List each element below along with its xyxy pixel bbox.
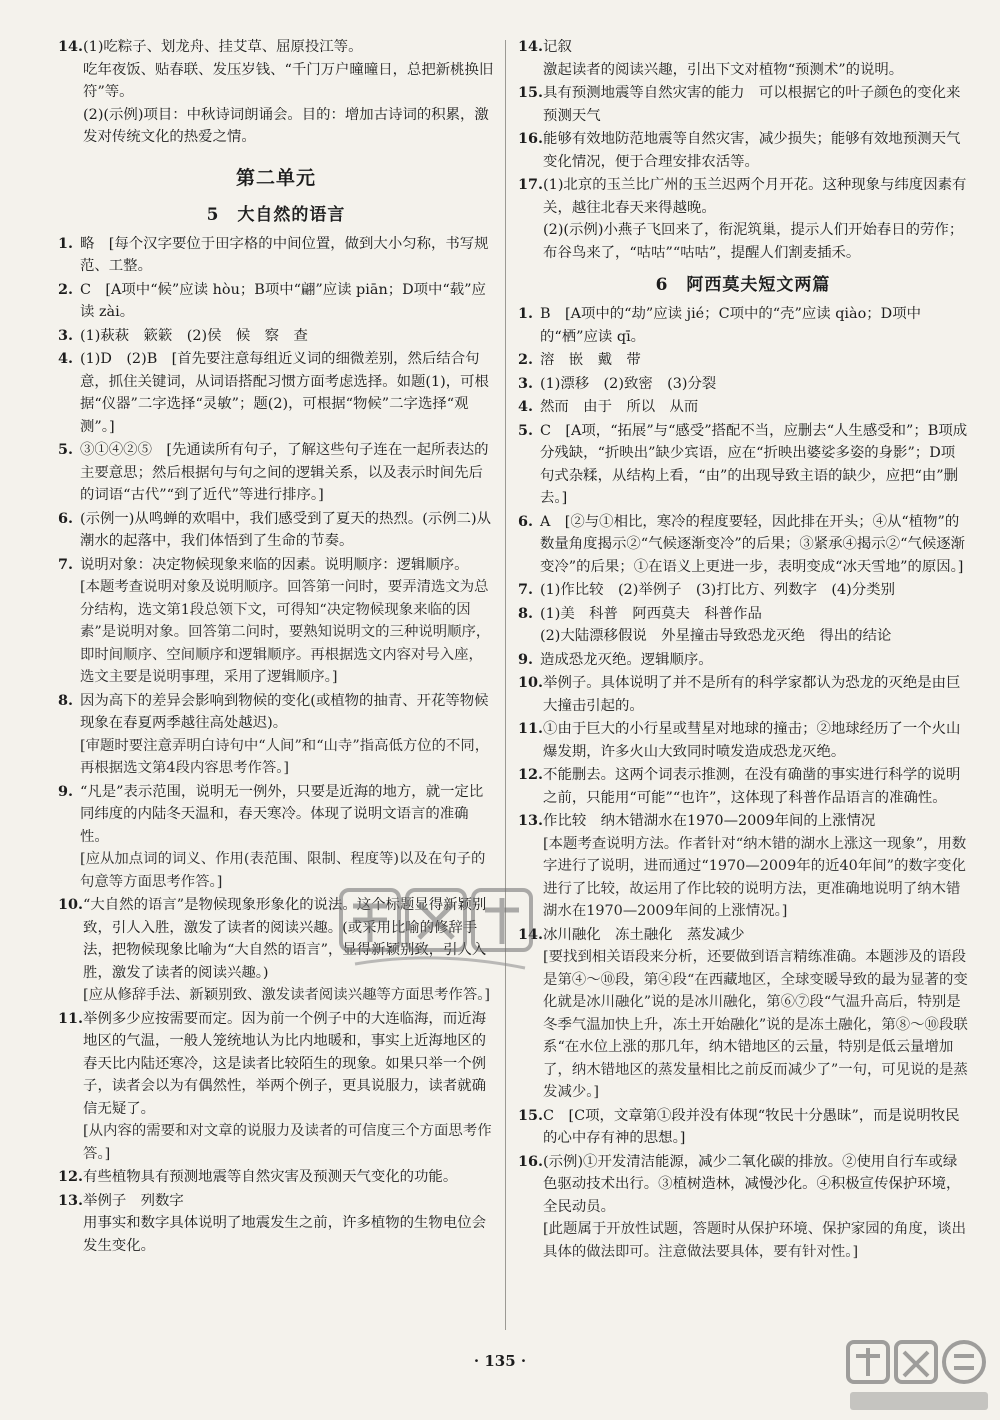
answer-text: 作比较 纳木错湖水在1970—2009年间的上涨情况	[543, 813, 876, 829]
left-intro-list	[58, 36, 494, 149]
answer-number: 14.	[518, 925, 544, 943]
answer-text: (示例一)从鸣蝉的欢唱中，我们感受到了夏天的热烈。(示例二)从潮水的起落中，我们体悟到了生命的节奏。	[80, 510, 492, 549]
answer-text: B [A项中的“劫”应读 jié；C项中的“壳”应读 qiào；D项中的“栖”应读 qī。	[540, 306, 921, 345]
answer-body	[540, 649, 968, 672]
answer-number: 7.	[58, 555, 74, 573]
answer-number: 15.	[518, 1106, 544, 1124]
lesson-title-5: 5 大自然的语言	[206, 204, 346, 225]
answer-body	[543, 128, 968, 173]
answer-body	[80, 508, 494, 553]
answer-number: 17.	[518, 176, 544, 193]
answer-item	[58, 1190, 494, 1258]
answer-number: 1.	[518, 305, 534, 322]
answer-item	[518, 373, 968, 396]
answer-body	[83, 1008, 494, 1166]
left-column	[58, 36, 494, 1258]
answer-item	[518, 649, 968, 672]
answer-item	[518, 128, 968, 173]
answer-number: 14.	[518, 38, 544, 55]
answer-text: (1)吃粽子、划龙舟、挂艾草、屈原投江等。	[83, 39, 363, 55]
answer-text: 记叙	[543, 39, 572, 55]
answer-text: A [②与①相比，寒冷的程度要轻，因此排在开头；④从“植物”的数量角度揭示②“气候逐渐变冷”的后果；③紧承④揭示②“气候逐渐变冷”的后果；①在语义上更进一步，表明变成“冰天雪地”的原因。]	[540, 513, 966, 575]
answer-text: (1)作比较 (2)举例子 (3)打比方、列数字 (4)分类别	[540, 582, 895, 598]
answer-text: 激起读者的阅读兴趣，引出下文对植物“预测术”的说明。	[543, 61, 904, 78]
answer-item	[58, 554, 494, 689]
answer-text: (2)(示例)项目：中秋诗词朗诵会。目的：增加古诗词的积累，激发对传统文化的热爱之情。	[83, 106, 489, 145]
answer-text: (示例)①开发清洁能源，减少二氧化碳的排放。②使用自行车或绿色驱动技术出行。③植树造林，减慢沙化。④积极宣传保护环境，全民动员。	[543, 1153, 961, 1215]
answer-item	[58, 1008, 494, 1166]
answer-body	[540, 511, 968, 579]
answer-text: 举例子 列数字	[83, 1192, 184, 1209]
answer-body	[540, 603, 968, 648]
answer-body	[543, 672, 968, 717]
lesson-6-answers	[518, 303, 968, 1263]
answer-text: ③①④②⑤ [先通读所有句子，了解这些句子连在一起所表达的主要意思；然后根据句与句之间的逻辑关系，以及表示时间先后的词语“古代”“到了近代”等进行排序。]	[80, 442, 489, 503]
answer-body	[80, 690, 494, 780]
answer-explanation: [应从修辞手法、新颖别致、激发读者阅读兴趣等方面思考作答。]	[83, 987, 491, 1003]
answer-body	[543, 82, 968, 127]
answer-number: 3.	[58, 326, 74, 344]
answer-text: 用事实和数字具体说明了地震发生之前，许多植物的生物电位会发生变化。	[83, 1215, 486, 1254]
answer-number: 8.	[58, 691, 74, 709]
answer-item	[518, 36, 968, 81]
answer-body	[540, 420, 968, 510]
answer-text: (2)(示例)小燕子飞回来了，衔泥筑巢，提示人们开始春日的劳作；布谷鸟来了，“咕咕”“咕咕”，提醒人们割麦插禾。	[543, 222, 964, 261]
page-number: · 135 ·	[473, 1352, 527, 1370]
answer-number: 10.	[518, 674, 544, 691]
answer-body	[80, 348, 494, 438]
answer-item	[518, 810, 968, 923]
answer-body	[540, 349, 968, 372]
answer-body	[543, 810, 968, 923]
answer-body	[543, 1151, 968, 1264]
answer-item	[518, 511, 968, 579]
answer-number: 16.	[518, 130, 544, 147]
answer-item	[58, 439, 494, 507]
answer-number: 5.	[518, 421, 534, 439]
answer-item	[58, 1166, 494, 1189]
answer-item	[518, 82, 968, 127]
answer-explanation: [此题属于开放性试题，答题时从保护环境、保护家园的角度，谈出具体的做法即可。注意做法要具体，要有针对性。]	[543, 1221, 966, 1260]
right-column	[518, 36, 968, 1264]
answer-body	[80, 781, 494, 894]
watermark-stamp-icon	[335, 880, 545, 980]
answer-body	[80, 233, 494, 278]
page-number-value: 135	[484, 1352, 516, 1370]
answer-body	[80, 439, 494, 507]
answer-text: 具有预测地震等自然灾害的能力 可以根据它的叶子颜色的变化来预测天气	[543, 85, 961, 124]
answer-body	[543, 718, 968, 763]
answer-number: 9.	[518, 650, 534, 668]
answer-text: 举例子。具体说明了并不是所有的科学家都认为恐龙的灭绝是由巨大撞击引起的。	[543, 675, 961, 714]
answer-number: 6.	[518, 512, 534, 530]
answer-text: 说明对象：决定物候现象来临的因素。说明顺序：逻辑顺序。	[80, 556, 469, 573]
answer-item	[518, 672, 968, 717]
unit-title: 第二单元	[235, 166, 316, 189]
answer-number: 15.	[518, 84, 544, 101]
answer-number: 2.	[518, 351, 534, 368]
answer-text: (1)北京的玉兰比广州的玉兰迟两个月开花。这种现象与纬度因素有关，越往北春天来得越晚。	[543, 177, 967, 216]
answer-item	[58, 36, 494, 149]
answer-number: 13.	[58, 1191, 84, 1209]
answer-text: (1)美 科普 阿西莫夫 科普作品	[540, 605, 762, 622]
answer-item	[58, 348, 494, 438]
answer-body	[543, 36, 968, 81]
answer-item	[518, 1105, 968, 1150]
answer-text: 不能删去。这两个词表示推测，在没有确凿的事实进行科学的说明之前，只能用“可能”“也许”，这体现了科普作品语言的准确性。	[543, 767, 961, 806]
answer-body	[540, 396, 968, 419]
answer-item	[518, 1151, 968, 1264]
lesson-5-answers	[58, 233, 494, 1258]
answer-explanation: [本题考查说明方法。作者针对“纳木错的湖水上涨这一现象”，用数字进行了说明，进而通过“1970—2009年的近40年间”的数字变化进行了比较，故运用了作比较的说明方法，更准确地说明了纳木错湖水在1970—2009年间的上涨情况。]	[543, 835, 967, 919]
answer-body	[83, 36, 494, 149]
answer-text: 因为高下的差异会影响到物候的变化(或植物的抽青、开花等物候现象在春夏两季越往高处越迟)。	[80, 692, 489, 731]
answer-text: 举例多少应按需要而定。因为前一个例子中的大连临海，而近海地区的气温，一般人笼统地认为比内地暖和，事实上近海地区的春天比内陆还寒冷，这是读者比较陌生的现象。如果只举一个例子，读者会以为有偶然性，举两个例子，更具说服力，读者就确信无疑了。	[83, 1010, 486, 1117]
answer-body	[540, 373, 968, 396]
answer-explanation: [审题时要注意弄明白诗句中“人间”和“山寺”指高低方位的不同，再根据选文第4段内容思考作答。]	[80, 737, 490, 776]
answer-number: 3.	[518, 374, 534, 392]
answer-item	[58, 508, 494, 553]
corner-logo-icon	[844, 1336, 994, 1416]
answer-item	[518, 420, 968, 510]
answer-text: (1)漂移 (2)致密 (3)分裂	[540, 375, 717, 392]
answer-body	[83, 1166, 494, 1189]
answer-number: 2.	[58, 280, 74, 298]
answer-text: 能够有效地防范地震等自然灾害，减少损失；能够有效地预测天气变化情况，便于合理安排农活等。	[543, 131, 961, 170]
answer-body	[80, 279, 494, 324]
answer-text: 有些植物具有预测地震等自然灾害及预测天气变化的功能。	[83, 1169, 458, 1185]
answer-body	[540, 303, 968, 348]
answer-item	[518, 579, 968, 602]
answer-explanation: [本题考查说明对象及说明顺序。回答第一问时，要弄清选文为总分结构，选文第1段总领下文，可得知“决定物候现象来临的因素”是说明对象。回答第二问时，要熟知说明文的三种说明顺序，即时间顺序、空间顺序和逻辑顺序。再根据选文内容对号入座，选文主要是说明事理，采用了逻辑顺序。]	[80, 579, 491, 685]
answer-item	[58, 690, 494, 780]
answer-number: 8.	[518, 604, 534, 622]
answer-number: 10.	[58, 896, 84, 913]
answer-text: (1)萩萩 簌簌 (2)侯 候 察 查	[80, 327, 308, 344]
answer-text: 冰川融化 冻土融化 蒸发减少	[543, 926, 745, 943]
column-divider	[505, 40, 506, 1330]
answer-item	[58, 233, 494, 278]
answer-body	[543, 174, 968, 264]
answer-number: 4.	[518, 398, 534, 415]
answer-item	[518, 174, 968, 264]
answer-number: 7.	[518, 581, 534, 598]
answer-text: C [A项，“拓展”与“感受”搭配不当，应删去“人生感受和”；B项成分残缺，“折映出”缺少宾语，应在“折映出婆娑多姿的身影”；D项句式杂糅，从结构上看，“由”的出现导致主语的缺少，应把“由”删去。]	[540, 422, 968, 506]
answer-text: 略 [每个汉字要位于田字格的中间位置，做到大小匀称，书写规范、工整。	[80, 235, 489, 274]
answer-text: (1)D (2)B [首先要注意每组近义词的细微差别，然后结合句意，抓住关键词，从词语搭配习惯方面考虑选择。如题(1)，可根据“仪器”二字选择“灵敏”；题(2)，可根据“物候”二字选择“观测”。]	[80, 351, 489, 435]
answer-number: 12.	[518, 766, 544, 783]
answer-item	[518, 603, 968, 648]
answer-number: 13.	[518, 812, 544, 829]
answer-item	[518, 924, 968, 1104]
answer-text: 然而 由于 所以 从而	[540, 399, 699, 415]
answer-body	[543, 924, 968, 1104]
answer-item	[518, 349, 968, 372]
answer-text: C [A项中“候”应读 hòu；B项中“翩”应读 piān；D项中“载”应读 zài。	[80, 281, 486, 320]
answer-text: “大自然的语言”是物候现象形象化的说法。这个标题显得新颖别致，引人入胜，激发了读者的阅读兴趣。(或采用比喻的修辞手法，把物候现象比喻为“大自然的语言”，显得新颖别致，引人入胜，激发了读者的阅读兴趣。)	[83, 897, 487, 981]
answer-number: 11.	[518, 720, 544, 737]
answer-text: 造成恐龙灭绝。逻辑顺序。	[540, 651, 713, 668]
answer-text: 吃年夜饭、贴春联、发压岁钱、“千门万户曈曈日，总把新桃换旧符”等。	[83, 61, 494, 100]
answer-item	[518, 764, 968, 809]
answer-number: 11.	[58, 1009, 84, 1027]
answer-number: 12.	[58, 1168, 84, 1185]
answer-item	[518, 396, 968, 419]
answer-body	[83, 1190, 494, 1258]
answer-body	[543, 764, 968, 809]
answer-text: “凡是”表示范围，说明无一例外，只要是近海的地方，就一定比同纬度的内陆冬天温和，春天寒冷。体现了说明文语言的准确性。	[80, 783, 484, 845]
answer-number: 1.	[58, 234, 74, 252]
answer-number: 14.	[58, 38, 84, 55]
answer-item	[518, 718, 968, 763]
answer-body	[80, 325, 494, 348]
answer-number: 4.	[58, 350, 74, 367]
answer-item	[518, 303, 968, 348]
answer-number: 5.	[58, 441, 74, 458]
answer-number: 16.	[518, 1152, 544, 1170]
answer-text: C [C项，文章第①段并没有体现“牧民十分愚昧”，而是说明牧民的心中存有神的思想。]	[543, 1107, 960, 1146]
answer-text: 溶 嵌 戴 带	[540, 352, 641, 368]
answer-number: 6.	[58, 509, 74, 527]
answer-body	[540, 579, 968, 602]
lesson-5-answers-continued	[518, 36, 968, 264]
answer-item	[58, 325, 494, 348]
answer-text: (2)大陆漂移假说 外星撞击导致恐龙灭绝 得出的结论	[540, 628, 892, 644]
answer-explanation: [从内容的需要和对文章的说服力及读者的可信度三个方面思考作答。]	[83, 1123, 492, 1162]
answer-item	[58, 279, 494, 324]
answer-text: ①由于巨大的小行星或彗星对地球的撞击；②地球经历了一个火山爆发期，许多火山大致同时喷发造成恐龙灭绝。	[543, 721, 961, 760]
answer-explanation: [应从加点词的词义、作用(表范围、限制、程度等)以及在句子的句意等方面思考作答。]	[80, 851, 486, 890]
lesson-title-6: 6 阿西莫夫短文两篇	[655, 275, 831, 295]
answer-body	[543, 1105, 968, 1150]
answer-body	[80, 554, 494, 689]
answer-number: 9.	[58, 782, 74, 800]
answer-explanation: [要找到相关语段来分析，还要做到语言精练准确。本题涉及的语段是第④～⑩段，第④段“在西藏地区，全球变暖导致的最为显著的变化就是冰川融化”说的是冰川融化，第⑥⑦段“气温升高后，特别是冬季气温加快上升，冻土开始融化”说的是冻土融化，第⑧～⑩段联系“在水位上涨的那几年，纳木错地区的云量，特别是低云量增加了，纳木错地区的蒸发量相比之前反而减少了”一句，可见说的是蒸发减少。]	[543, 949, 968, 1100]
answer-item	[58, 781, 494, 894]
